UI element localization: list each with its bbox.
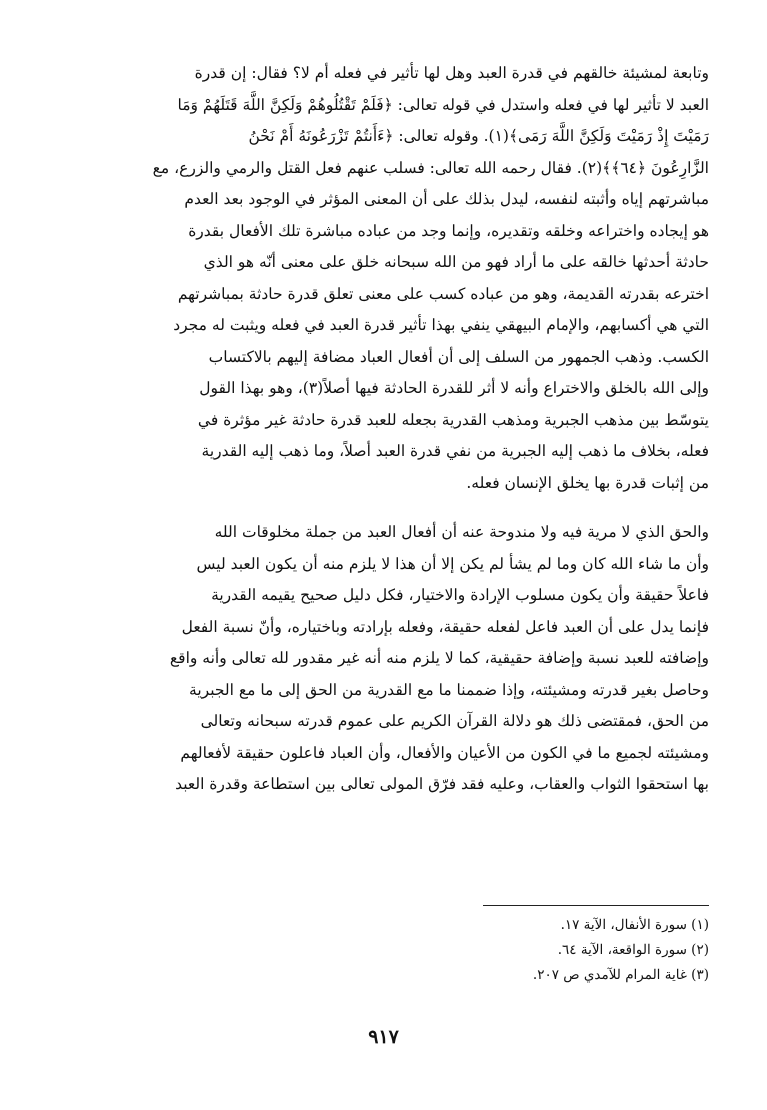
text-line: وتابعة لمشيئة خالقهم في قدرة العبد وهل لها تأثير في فعله أم لا؟ فقال: إن قدرة bbox=[194, 64, 709, 82]
text-line: العبد لا تأثير لها في فعله واستدل في قوله تعالى: ﴿فَلَمْ تَقْتُلُوهُمْ وَلَكِنَّ اللَّهَ قَتَلَهُمْ وَمَا bbox=[177, 95, 709, 114]
text-line: هو إيجاده واختراعه وخلقه وتقديره، وإنما وجد من عباده مباشرة تلك الأفعال بقدرة bbox=[188, 221, 709, 240]
text-line: وأن ما شاء الله كان وما لم يشأ لم يكن إلا أن هذا لا يلزم منه أن يكون العبد ليس bbox=[196, 554, 709, 573]
text-line: بها استحقوا الثواب والعقاب، وعليه فقد فرّق المولى تعالى بين استطاعة وقدرة العبد bbox=[175, 775, 709, 793]
footnote: (٣) غاية المرام للآمدي ص ٢٠٧. bbox=[532, 967, 709, 983]
page-number: ٩١٧ bbox=[368, 1026, 399, 1048]
text-line: حادثة أحدثها خالقه على ما أراد فهو من الله سبحانه خلق على معنى أنّه هو الذي bbox=[203, 253, 709, 271]
text-line: اخترعه بقدرته القديمة، وهو من عباده كسب على معنى تعلق قدرة حادثة بمباشرتهم bbox=[177, 284, 709, 303]
text-line: فاعلاً حقيقة وأن يكون مسلوب الإرادة والاختيار، فكل دليل صحيح يقيمه القدرية bbox=[211, 586, 709, 604]
text-line: والحق الذي لا مرية فيه ولا مندوحة عنه أن أفعال العبد من جملة مخلوقات الله bbox=[214, 523, 709, 541]
text-line: من الحق، فمقتضى ذلك هو دلالة القرآن الكريم على عموم قدرته سبحانه وتعالى bbox=[200, 712, 709, 730]
footnotes bbox=[380, 913, 709, 988]
main-text bbox=[76, 58, 709, 801]
footnote-separator bbox=[483, 905, 709, 906]
text-line: يتوسّط بين مذهب الجبرية ومذهب القدرية بجعله للعبد قدرة حادثة غير مؤثرة في bbox=[197, 410, 709, 429]
text-line: الزَّارِعُونَ ﴿٦٤﴾﴾(٢). فقال رحمه الله تعالى: فسلب عنهم فعل القتل والرمي والزرع، مع bbox=[152, 158, 709, 177]
paragraph-gap bbox=[76, 499, 709, 517]
text-line: ومشيئته لجميع ما في الكون من الأعيان والأفعال، وأن العباد فاعلون حقيقة لأفعالهم bbox=[180, 743, 709, 762]
text-line: وإضافته للعبد نسبة وإضافة حقيقية، كما لا يلزم منه أنه غير مقدور لله تعالى وأنه واقع bbox=[169, 649, 709, 667]
text-line: من إثبات قدرة بها يخلق الإنسان فعله. bbox=[466, 473, 709, 492]
text-line: فعله، بخلاف ما ذهب إليه الجبرية من نفي قدرة العبد أصلاً، وما ذهب إليه القدرية bbox=[201, 442, 709, 460]
text-line: الكسب. وذهب الجمهور من السلف إلى أن أفعال العباد مضافة إليهم بالاكتساب bbox=[208, 347, 709, 366]
text-line: رَمَيْتَ إِذْ رَمَيْتَ وَلَكِنَّ اللَّهَ رَمَى﴾(١). وقوله تعالى: ﴿ءَأَنتُمْ تَزْرَعُونَهُ أَمْ نَحْنُ bbox=[248, 127, 709, 145]
text-line: فإنما يدل على أن العبد فاعل لفعله حقيقة، وفعله بإرادته وباختياره، وأنّ نسبة الفعل bbox=[181, 617, 709, 636]
text-line: التي هي أكسابهم، والإمام البيهقي ينفي بهذا تأثير قدرة العبد في فعله ويثبت له مجرد bbox=[173, 316, 709, 334]
text-line: وحاصل بغير قدرته ومشيئته، وإذا ضممنا ما مع القدرية من الحق إلى ما مع الجبرية bbox=[189, 680, 709, 699]
text-line: وإلى الله بالخلق والاختراع وأنه لا أثر للقدرة الحادثة فيها أصلاً(٣)، وهو بهذا القول bbox=[199, 379, 709, 397]
text-line: مباشرتهم إياه وأثبته لنفسه، ليدل بذلك على أن المعنى المؤثر في الوجود بعد العدم bbox=[184, 190, 709, 208]
footnote: (٢) سورة الواقعة، الآية ٦٤. bbox=[557, 942, 709, 958]
footnote: (١) سورة الأنفال، الآية ١٧. bbox=[560, 917, 709, 933]
